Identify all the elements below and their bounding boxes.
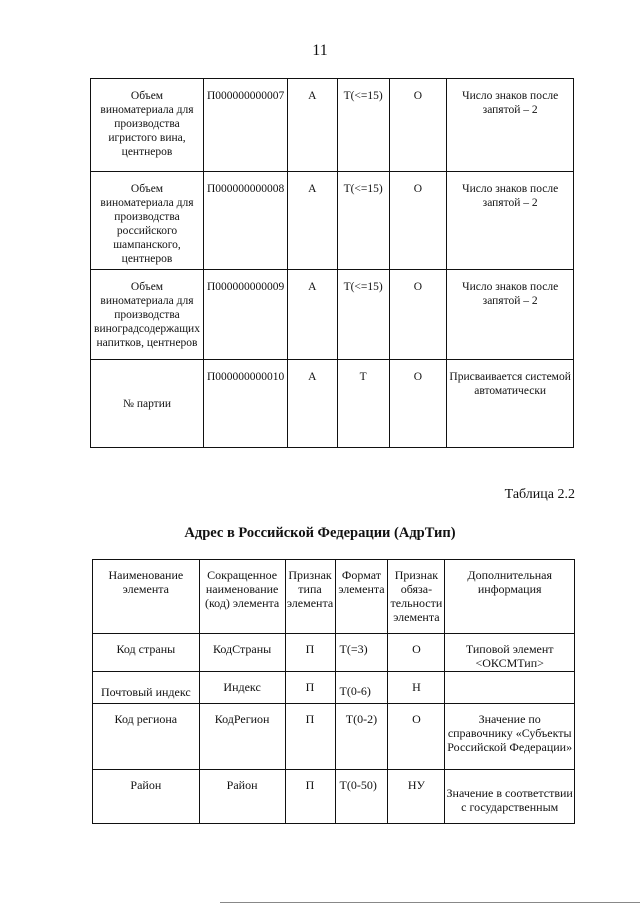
element-format: Т(0-6) bbox=[335, 672, 388, 704]
element-name: Код страны bbox=[93, 634, 200, 672]
element-type: П bbox=[285, 672, 335, 704]
element-info: Число знаков после запятой – 2 bbox=[447, 172, 574, 270]
element-info: Значение в соответствии с государственным bbox=[445, 770, 575, 824]
element-format: Т(=3) bbox=[335, 634, 388, 672]
element-required: О bbox=[389, 172, 447, 270]
element-info: Число знаков после запятой – 2 bbox=[447, 270, 574, 360]
element-code: П000000000010 bbox=[203, 360, 287, 448]
header-format: Формат элемента bbox=[335, 560, 388, 634]
table-row bbox=[91, 270, 574, 360]
element-name: Объем виноматериала для производства виноградсодержащих напитков, центнеров bbox=[91, 270, 204, 360]
element-required: Н bbox=[388, 672, 445, 704]
table-label: Таблица 2.2 bbox=[504, 487, 575, 502]
element-name: № партии bbox=[91, 360, 204, 448]
table-title: Адрес в Российской Федерации (АдрТип) bbox=[184, 525, 456, 541]
element-required: НУ bbox=[388, 770, 445, 824]
element-required: О bbox=[389, 360, 447, 448]
element-info: Присваивается системой автоматически bbox=[447, 360, 574, 448]
element-required: О bbox=[389, 270, 447, 360]
element-info: Число знаков после запятой – 2 bbox=[447, 79, 574, 172]
address-table bbox=[92, 559, 575, 824]
table-row bbox=[93, 770, 575, 824]
table-header-row bbox=[93, 560, 575, 634]
element-name: Район bbox=[93, 770, 200, 824]
element-type: П bbox=[285, 634, 335, 672]
element-type: А bbox=[287, 172, 337, 270]
element-type: П bbox=[285, 704, 335, 770]
element-type: А bbox=[287, 270, 337, 360]
page-number: 11 bbox=[312, 42, 328, 59]
element-format: Т(<=15) bbox=[337, 79, 389, 172]
element-name: Объем виноматериала для производства игристого вина, центнеров bbox=[91, 79, 204, 172]
element-short: КодРегион bbox=[199, 704, 285, 770]
element-format: Т bbox=[337, 360, 389, 448]
element-type: А bbox=[287, 79, 337, 172]
element-name: Почтовый индекс bbox=[93, 672, 200, 704]
header-type: Признак типа элемента bbox=[285, 560, 335, 634]
header-short: Сокращенное наименование (код) элемента bbox=[199, 560, 285, 634]
table-row bbox=[93, 672, 575, 704]
element-info: Типовой элемент <ОКСМТип> bbox=[445, 634, 575, 672]
table-row bbox=[91, 172, 574, 270]
header-name: Наименование элемента bbox=[93, 560, 200, 634]
element-short: Индекс bbox=[199, 672, 285, 704]
table-row bbox=[91, 360, 574, 448]
page-bottom-rule bbox=[220, 902, 640, 903]
element-format: Т(<=15) bbox=[337, 172, 389, 270]
element-code: П000000000009 bbox=[203, 270, 287, 360]
element-format: Т(0-2) bbox=[335, 704, 388, 770]
element-required: О bbox=[388, 704, 445, 770]
element-info bbox=[445, 672, 575, 704]
element-short: Район bbox=[199, 770, 285, 824]
table-row bbox=[91, 79, 574, 172]
header-required: Признак обяза-тельности элемента bbox=[388, 560, 445, 634]
continuation-table bbox=[90, 78, 574, 448]
element-code: П000000000008 bbox=[203, 172, 287, 270]
element-format: Т(0-50) bbox=[335, 770, 388, 824]
element-short: КодСтраны bbox=[199, 634, 285, 672]
element-code: П000000000007 bbox=[203, 79, 287, 172]
element-required: О bbox=[389, 79, 447, 172]
element-type: А bbox=[287, 360, 337, 448]
table-row bbox=[93, 704, 575, 770]
element-info: Значение по справочнику «Субъекты Российской Федерации» bbox=[445, 704, 575, 770]
element-type: П bbox=[285, 770, 335, 824]
table-row bbox=[93, 634, 575, 672]
element-name: Код региона bbox=[93, 704, 200, 770]
element-name: Объем виноматериала для производства российского шампанского, центнеров bbox=[91, 172, 204, 270]
element-required: О bbox=[388, 634, 445, 672]
header-info: Дополнительная информация bbox=[445, 560, 575, 634]
element-format: Т(<=15) bbox=[337, 270, 389, 360]
